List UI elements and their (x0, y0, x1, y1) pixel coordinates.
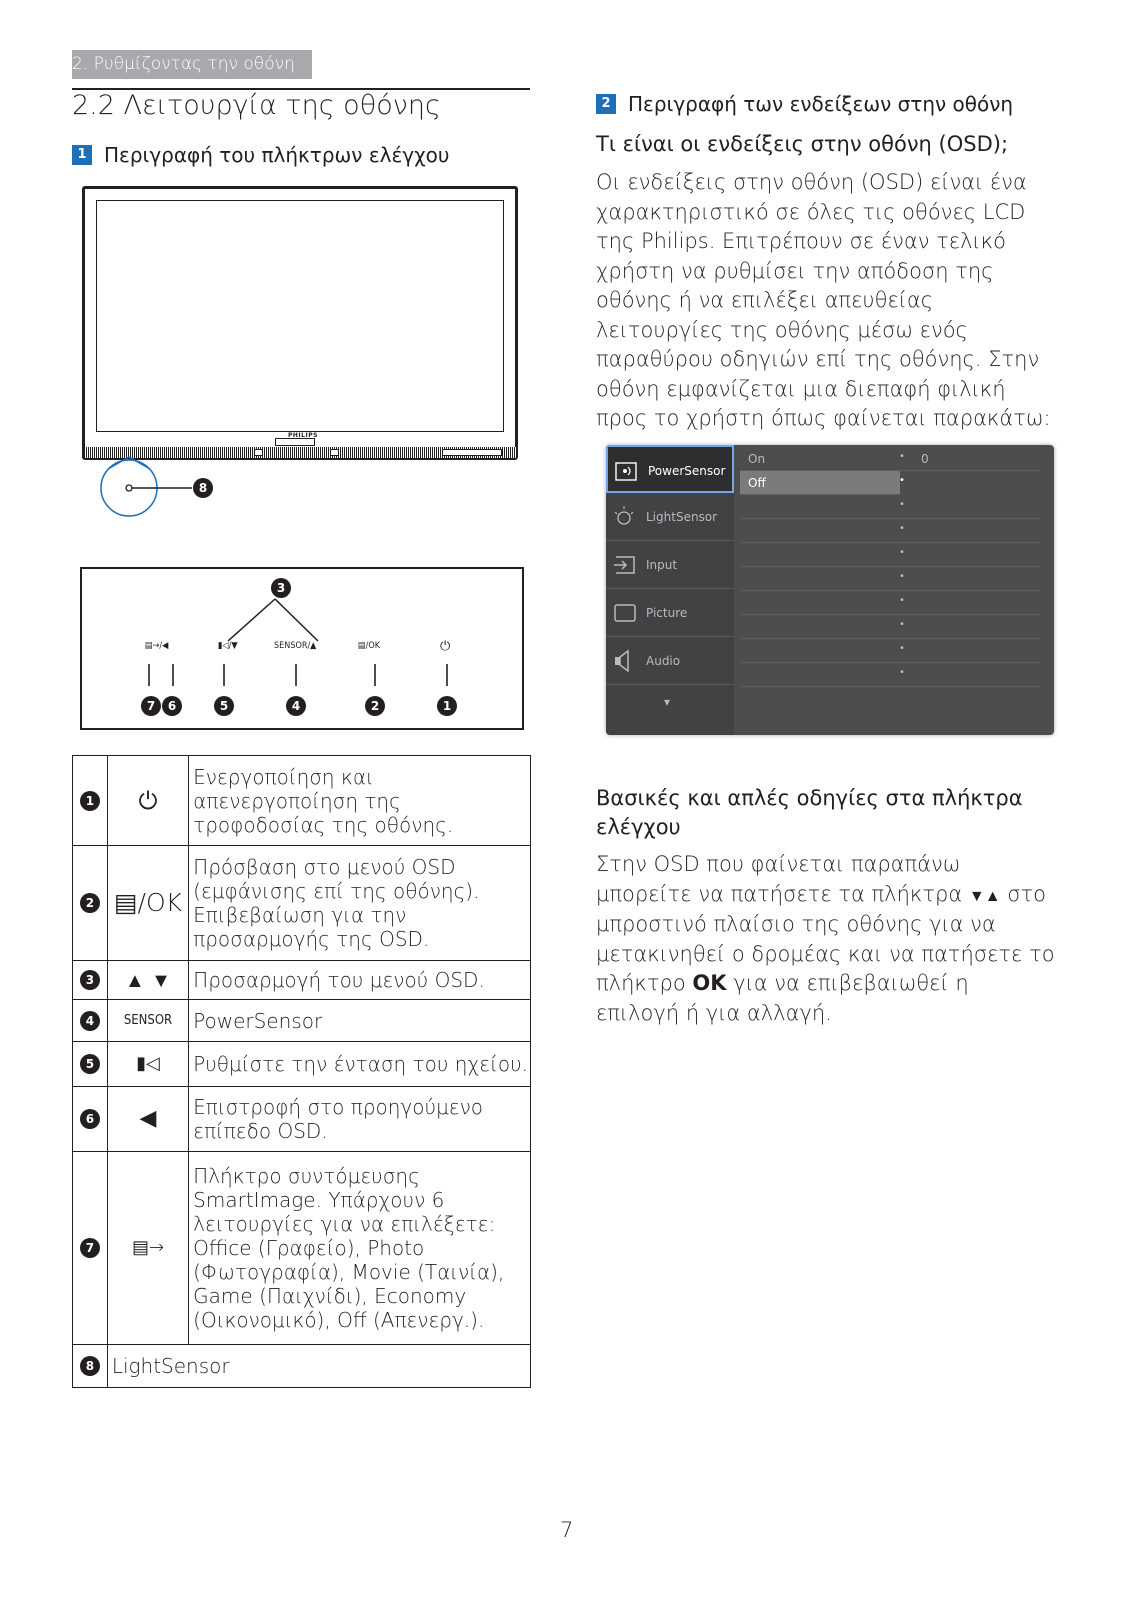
osd-dot: • (899, 643, 905, 654)
panel-power-label: ⏻ (440, 639, 451, 654)
row-number-cell (73, 961, 108, 1000)
osd-item-label: Input (646, 558, 678, 572)
callout-number: 8 (193, 478, 213, 498)
keys-text: στο μπροστινό πλαίσιο της οθόνης για να μετακινηθεί ο δρομέας και να πατήσετε το πλήκτρο (596, 881, 1055, 995)
title-rule (72, 88, 530, 90)
keys-text: για να επιβεβαιωθεί η επιλογή ή για αλλαγή. (596, 971, 969, 1025)
power-icon: ⏻ (107, 756, 188, 846)
row-number-cell (73, 846, 108, 961)
row-number-cell (73, 1152, 108, 1345)
osd-value: 0 (921, 452, 929, 466)
row-description: Επιστροφή στο προηγούμενο επίπεδο OSD. (189, 1087, 531, 1152)
section-tag: 2. Ρυθμίζοντας την οθόνη (72, 50, 312, 79)
subheading-number: 1 (72, 145, 92, 165)
osd-option-label: On (748, 452, 766, 466)
osd-empty-row (740, 663, 1040, 687)
osd-empty-row (740, 615, 1040, 639)
callout-number: 4 (286, 696, 306, 716)
row-number-cell (73, 1000, 108, 1042)
table-row (73, 1087, 531, 1152)
subheading-text: Περιγραφή του πλήκτρων ελέγχου (104, 142, 450, 167)
row-description: PowerSensor (189, 1000, 531, 1042)
table-row (73, 1152, 531, 1345)
osd-dot: • (899, 523, 905, 534)
sensor-icon: SENSOR (107, 1000, 188, 1042)
panel-menu-ok-label: ▤/OK (358, 641, 381, 651)
osd-dot: • (899, 475, 905, 486)
subheading-controls (72, 141, 449, 167)
osd-option-row (740, 447, 1040, 471)
row-number: 2 (80, 893, 100, 913)
keys-text: Στην OSD που φαίνεται παραπάνω μπορείτε να πατήσετε τα πλήκτρα (596, 852, 969, 906)
osd-item-label: Audio (646, 654, 681, 668)
picture-icon (612, 600, 638, 626)
osd-item-label: PowerSensor (648, 464, 726, 478)
row-number: 4 (80, 1011, 100, 1031)
ok-key-label: OK (692, 971, 727, 995)
page-number: 7 (560, 1518, 574, 1542)
table-row (73, 961, 531, 1000)
subheading-osd (596, 90, 1013, 116)
table-row (73, 846, 531, 961)
osd-empty-row (740, 639, 1040, 663)
page-title: 2.2 Λειτουργία της οθόνης (72, 90, 441, 121)
keys-paragraph (596, 850, 1056, 1028)
callout-number: 5 (214, 696, 234, 716)
bezel-buttons (442, 449, 502, 456)
table-row (73, 1000, 531, 1042)
row-description: LightSensor (107, 1345, 530, 1388)
bezel-button (254, 449, 263, 456)
row-number: 1 (80, 791, 100, 811)
monitor-screen (96, 200, 504, 432)
speaker-icon: ▮◁ (107, 1042, 188, 1087)
osd-item-picture (606, 589, 734, 637)
row-number-cell (73, 756, 108, 846)
row-description: Πρόσβαση στο μενού OSD (εμφάνισης επί της οθόνης). Επιβεβαίωση για την προσαρμογής της OSD. (189, 846, 531, 961)
down-up-arrows-icon: ▼▲ (968, 885, 1001, 905)
osd-item-input (606, 541, 734, 589)
back-arrow-icon: ◀ (107, 1087, 188, 1152)
brand-plate (275, 438, 315, 446)
table-row (73, 1042, 531, 1087)
osd-option-row-selected (740, 471, 905, 495)
osd-item-label: LightSensor (646, 510, 718, 524)
controls-table (72, 755, 531, 1388)
osd-empty-row (740, 591, 1040, 615)
osd-question: Τι είναι οι ενδείξεις στην οθόνη (OSD); (596, 132, 1009, 156)
osd-paragraph: Οι ενδείξεις στην οθόνη (OSD) είναι ένα χαρακτηριστικό σε όλες τις οθόνες LCD της Philips. Επιτρέπουν σε έναν τελικό χρήστη να ρυθμίσει την απόδοση της οθόνης ή να επιλέξει απευθείας λειτουργίες της οθόνης μέσω ενός παραθύρου οδηγιών επί της οθόνης. Στην οθόνη εμφανίζεται μια διεπαφή φιλική προς το χρήστη όπως φαίνεται παρακάτω: (596, 170, 1051, 430)
panel-tick-lines (140, 660, 460, 690)
row-description: Προσαρμογή του μενού OSD. (189, 961, 531, 1000)
osd-dot: • (899, 667, 905, 678)
callout-number: 6 (162, 696, 182, 716)
panel-volume-down-label: ▮◁/▼ (218, 641, 238, 651)
row-description: Πλήκτρο συντόμευσης SmartImage. Υπάρχουν 6 λειτουργίες για να επιλέξετε: Office (Γραφείο), Photo (Φωτογραφία), Movie (Ταινία), Game (Παιχνίδι), Economy (Οικονομικό), Off (Απενεργ.). (189, 1152, 531, 1345)
audio-icon (612, 648, 638, 674)
osd-dot: • (899, 595, 905, 606)
row-number-cell (73, 1042, 108, 1087)
callout-number: 7 (141, 696, 161, 716)
osd-empty-row (740, 519, 1040, 543)
osd-item-label: Picture (646, 606, 688, 620)
osd-item-powersensor (606, 445, 734, 493)
subheading-number: 2 (596, 94, 616, 114)
callout-number: 1 (437, 696, 457, 716)
row-number: 8 (80, 1356, 100, 1376)
osd-item-audio (606, 637, 734, 685)
osd-dot: • (899, 451, 905, 462)
row-number: 7 (80, 1238, 100, 1258)
lightsensor-icon (612, 504, 638, 530)
more-down-arrow-icon: ▾ (664, 695, 671, 709)
powersensor-icon (614, 458, 640, 484)
row-description: Ρυθμίστε την ένταση του ηχείου. (189, 1042, 531, 1087)
keys-subheading: Βασικές και απλές οδηγίες στα πλήκτρα ελέγχου (596, 786, 1023, 839)
table-row (73, 756, 531, 846)
callout-number: 3 (271, 578, 291, 598)
osd-option-label: Off (748, 476, 766, 490)
row-description: Ενεργοποίηση και απενεργοποίηση της τροφοδοσίας της οθόνης. (189, 756, 531, 846)
row-number-cell (73, 1345, 108, 1388)
row-number-cell (73, 1087, 108, 1152)
subheading-text: Περιγραφή των ενδείξεων στην οθόνη (628, 91, 1014, 116)
osd-dot: • (899, 499, 905, 510)
osd-dot: • (899, 619, 905, 630)
smartimage-icon: ▤→ (107, 1152, 188, 1345)
osd-empty-row (740, 543, 1040, 567)
panel-smartimage-back-label: ▤→/◀ (145, 641, 169, 651)
row-number: 5 (80, 1054, 100, 1074)
callout-lines (180, 595, 340, 645)
row-number: 6 (80, 1109, 100, 1129)
input-icon (612, 552, 638, 578)
osd-item-lightsensor (606, 493, 734, 541)
osd-dot: • (899, 547, 905, 558)
menu-ok-icon: ▤/OK (107, 846, 188, 961)
brand-logo: PHILIPS (288, 432, 318, 439)
callout-number: 2 (365, 696, 385, 716)
row-number: 3 (80, 970, 100, 990)
up-down-arrows-icon: ▲ ▼ (107, 961, 188, 1000)
osd-empty-row (740, 567, 1040, 591)
table-row (73, 1345, 531, 1388)
osd-dot: • (899, 571, 905, 582)
osd-menu-image (606, 445, 1054, 735)
osd-empty-row (740, 495, 1040, 519)
panel-sensor-up-label: SENSOR/▲ (274, 641, 317, 651)
bezel-button (330, 449, 339, 456)
